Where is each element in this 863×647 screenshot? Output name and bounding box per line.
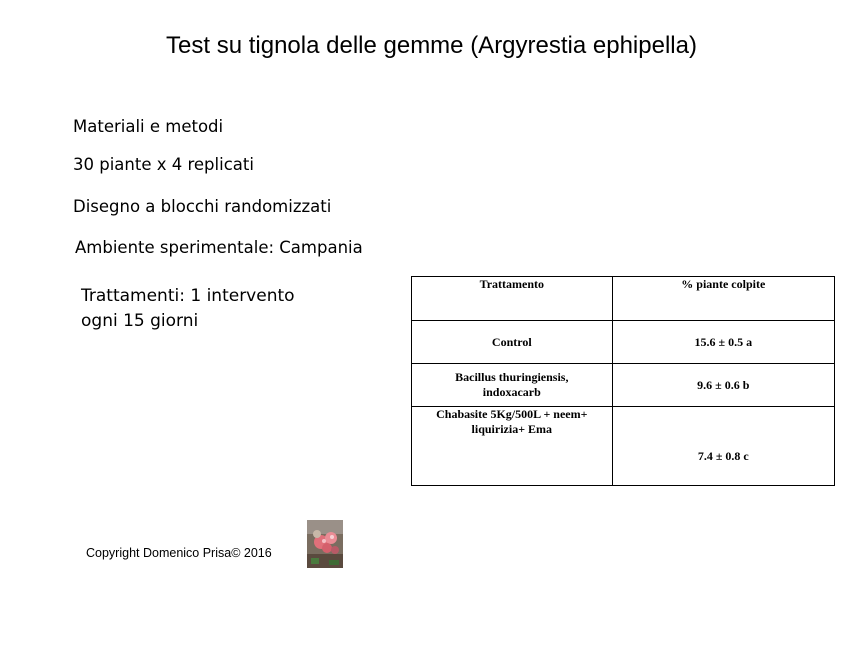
cell-treatment: [412, 364, 613, 407]
results-table: [411, 276, 835, 486]
treatments-text: [81, 284, 295, 334]
cell-value: 15.6 ± 0.5 a: [612, 321, 834, 364]
table-row: [412, 407, 835, 486]
copyright-text: Copyright Domenico Prisa© 2016: [86, 546, 272, 560]
cell-treatment-line-2: liquirizia+ Ema: [471, 422, 553, 436]
design-text: Disegno a blocchi randomizzati: [73, 197, 332, 216]
materials-methods-heading: Materiali e metodi: [73, 117, 224, 136]
cell-treatment: [412, 407, 613, 486]
cell-treatment: Control: [412, 321, 613, 364]
cell-treatment-line-2: indoxacarb: [482, 385, 541, 399]
header-treatment: Trattamento: [412, 277, 613, 321]
table-row: [412, 321, 835, 364]
environment-text: Ambiente sperimentale: Campania: [75, 238, 363, 257]
plants-replicates-text: 30 piante x 4 replicati: [73, 155, 254, 174]
slide-title: Test su tignola delle gemme (Argyrestia ephipella): [166, 32, 697, 59]
table-row: [412, 364, 835, 407]
treatments-line-2: ogni 15 giorni: [81, 311, 199, 331]
cell-value: 7.4 ± 0.8 c: [612, 407, 834, 486]
flower-photo-icon: [307, 520, 343, 568]
cell-treatment-line-1: Chabasite 5Kg/500L + neem+: [436, 407, 588, 421]
table-header-row: [412, 277, 835, 321]
cell-value: 9.6 ± 0.6 b: [612, 364, 834, 407]
cell-treatment-line-1: Bacillus thuringiensis,: [455, 370, 569, 384]
treatments-line-1: Trattamenti: 1 intervento: [81, 286, 295, 306]
header-percent-affected: % piante colpite: [612, 277, 834, 321]
